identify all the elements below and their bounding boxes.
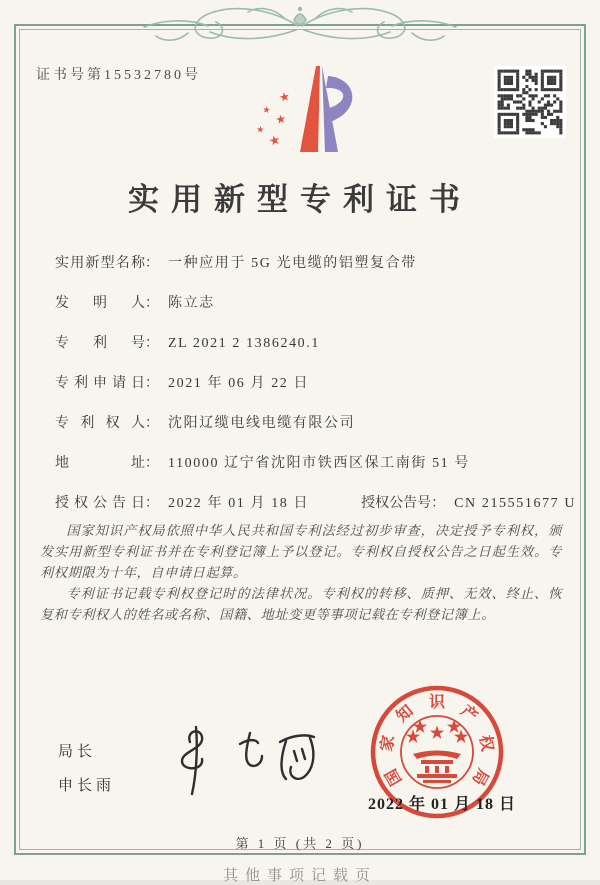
field-value: 沈阳辽缆电线电缆有限公司 (168, 416, 356, 431)
signature-handwriting-icon (152, 720, 327, 802)
grant-number-pair (361, 492, 576, 512)
field-row-name (55, 252, 570, 292)
field-label: 地址 (55, 456, 145, 471)
svg-text:局: 局 (468, 765, 492, 788)
field-colon: ： (145, 416, 159, 431)
cnipa-logo-icon (250, 58, 354, 168)
svg-text:★: ★ (261, 105, 272, 117)
seal-date: 2022 年 01 月 18 日 (368, 796, 517, 813)
svg-text:国: 国 (382, 765, 406, 788)
page-number: 第 1 页 (共 2 页) (235, 836, 365, 851)
legal-paragraph-1: 国家知识产权局依照中华人民共和国专利法经过初步审查，决定授予专利权，颁发实用新型专利证书并在专利登记簿上予以登记。专利权自授权公告之日起生效。专利权期限为十年，自申请日起算。 (40, 523, 562, 580)
svg-text:知: 知 (393, 702, 417, 726)
certificate-title: 实用新型专利证书 (128, 182, 472, 217)
field-colon: ： (145, 496, 159, 511)
svg-text:★: ★ (255, 125, 265, 136)
field-label: 实用新型名称 (55, 256, 145, 271)
certificate-number: 证书号第15532780号 (36, 68, 201, 83)
field-colon: ： (145, 296, 159, 311)
qr-code (494, 66, 566, 138)
svg-text:★: ★ (405, 729, 421, 746)
svg-text:★: ★ (429, 725, 445, 742)
official-title: 局长 (58, 744, 97, 760)
svg-text:识: 识 (428, 694, 446, 711)
legal-text (40, 520, 562, 625)
svg-text:★: ★ (267, 132, 283, 150)
bottom-cutoff-text: 其他事项记载页 (222, 868, 377, 884)
field-label: 授权公告号 (361, 496, 432, 511)
field-row-patentee (55, 412, 570, 452)
field-colon: ： (145, 336, 159, 351)
field-row-patent-number (55, 332, 570, 372)
svg-text:★: ★ (446, 719, 462, 736)
svg-text:★: ★ (277, 89, 292, 105)
legal-paragraph-2: 专利证书记载专利权登记时的法律状况。专利权的转移、质押、无效、终止、恢复和专利权人的姓名或名称、国籍、地址变更等事项记载在专利登记簿上。 (40, 586, 562, 622)
field-colon: ： (145, 376, 159, 391)
svg-text:★: ★ (274, 111, 288, 127)
field-label: 授权公告日 (55, 496, 145, 511)
field-colon: ： (145, 456, 159, 471)
field-label: 发明人 (55, 296, 145, 311)
field-value: 陈立志 (168, 296, 215, 311)
field-colon: ： (145, 256, 159, 271)
svg-text:★: ★ (412, 719, 428, 736)
svg-text:权: 权 (475, 734, 496, 753)
field-value: 2021 年 06 月 22 日 (168, 376, 310, 391)
field-label: 专利申请日 (55, 376, 145, 391)
official-name: 申长雨 (58, 778, 116, 794)
ornament-flourish-icon (120, 0, 480, 52)
field-row-address (55, 452, 570, 492)
field-value: CN 215551677 U (454, 496, 577, 511)
field-colon: ： (431, 496, 446, 511)
official-block (58, 740, 115, 808)
field-row-filing-date (55, 372, 570, 412)
svg-text:产: 产 (457, 702, 481, 726)
field-row-inventor (55, 292, 570, 332)
svg-text:家: 家 (378, 734, 399, 753)
field-value: 一种应用于 5G 光电缆的铝塑复合带 (168, 256, 417, 271)
field-value: ZL 2021 2 1386240.1 (168, 336, 320, 351)
svg-text:★: ★ (453, 729, 469, 746)
field-label: 专利号 (55, 336, 145, 351)
field-value: 110000 辽宁省沈阳市铁西区保工南街 51 号 (168, 456, 470, 471)
field-label: 专利权人 (55, 416, 145, 431)
field-value: 2022 年 01 月 18 日 (168, 496, 310, 511)
field-list (55, 252, 577, 532)
